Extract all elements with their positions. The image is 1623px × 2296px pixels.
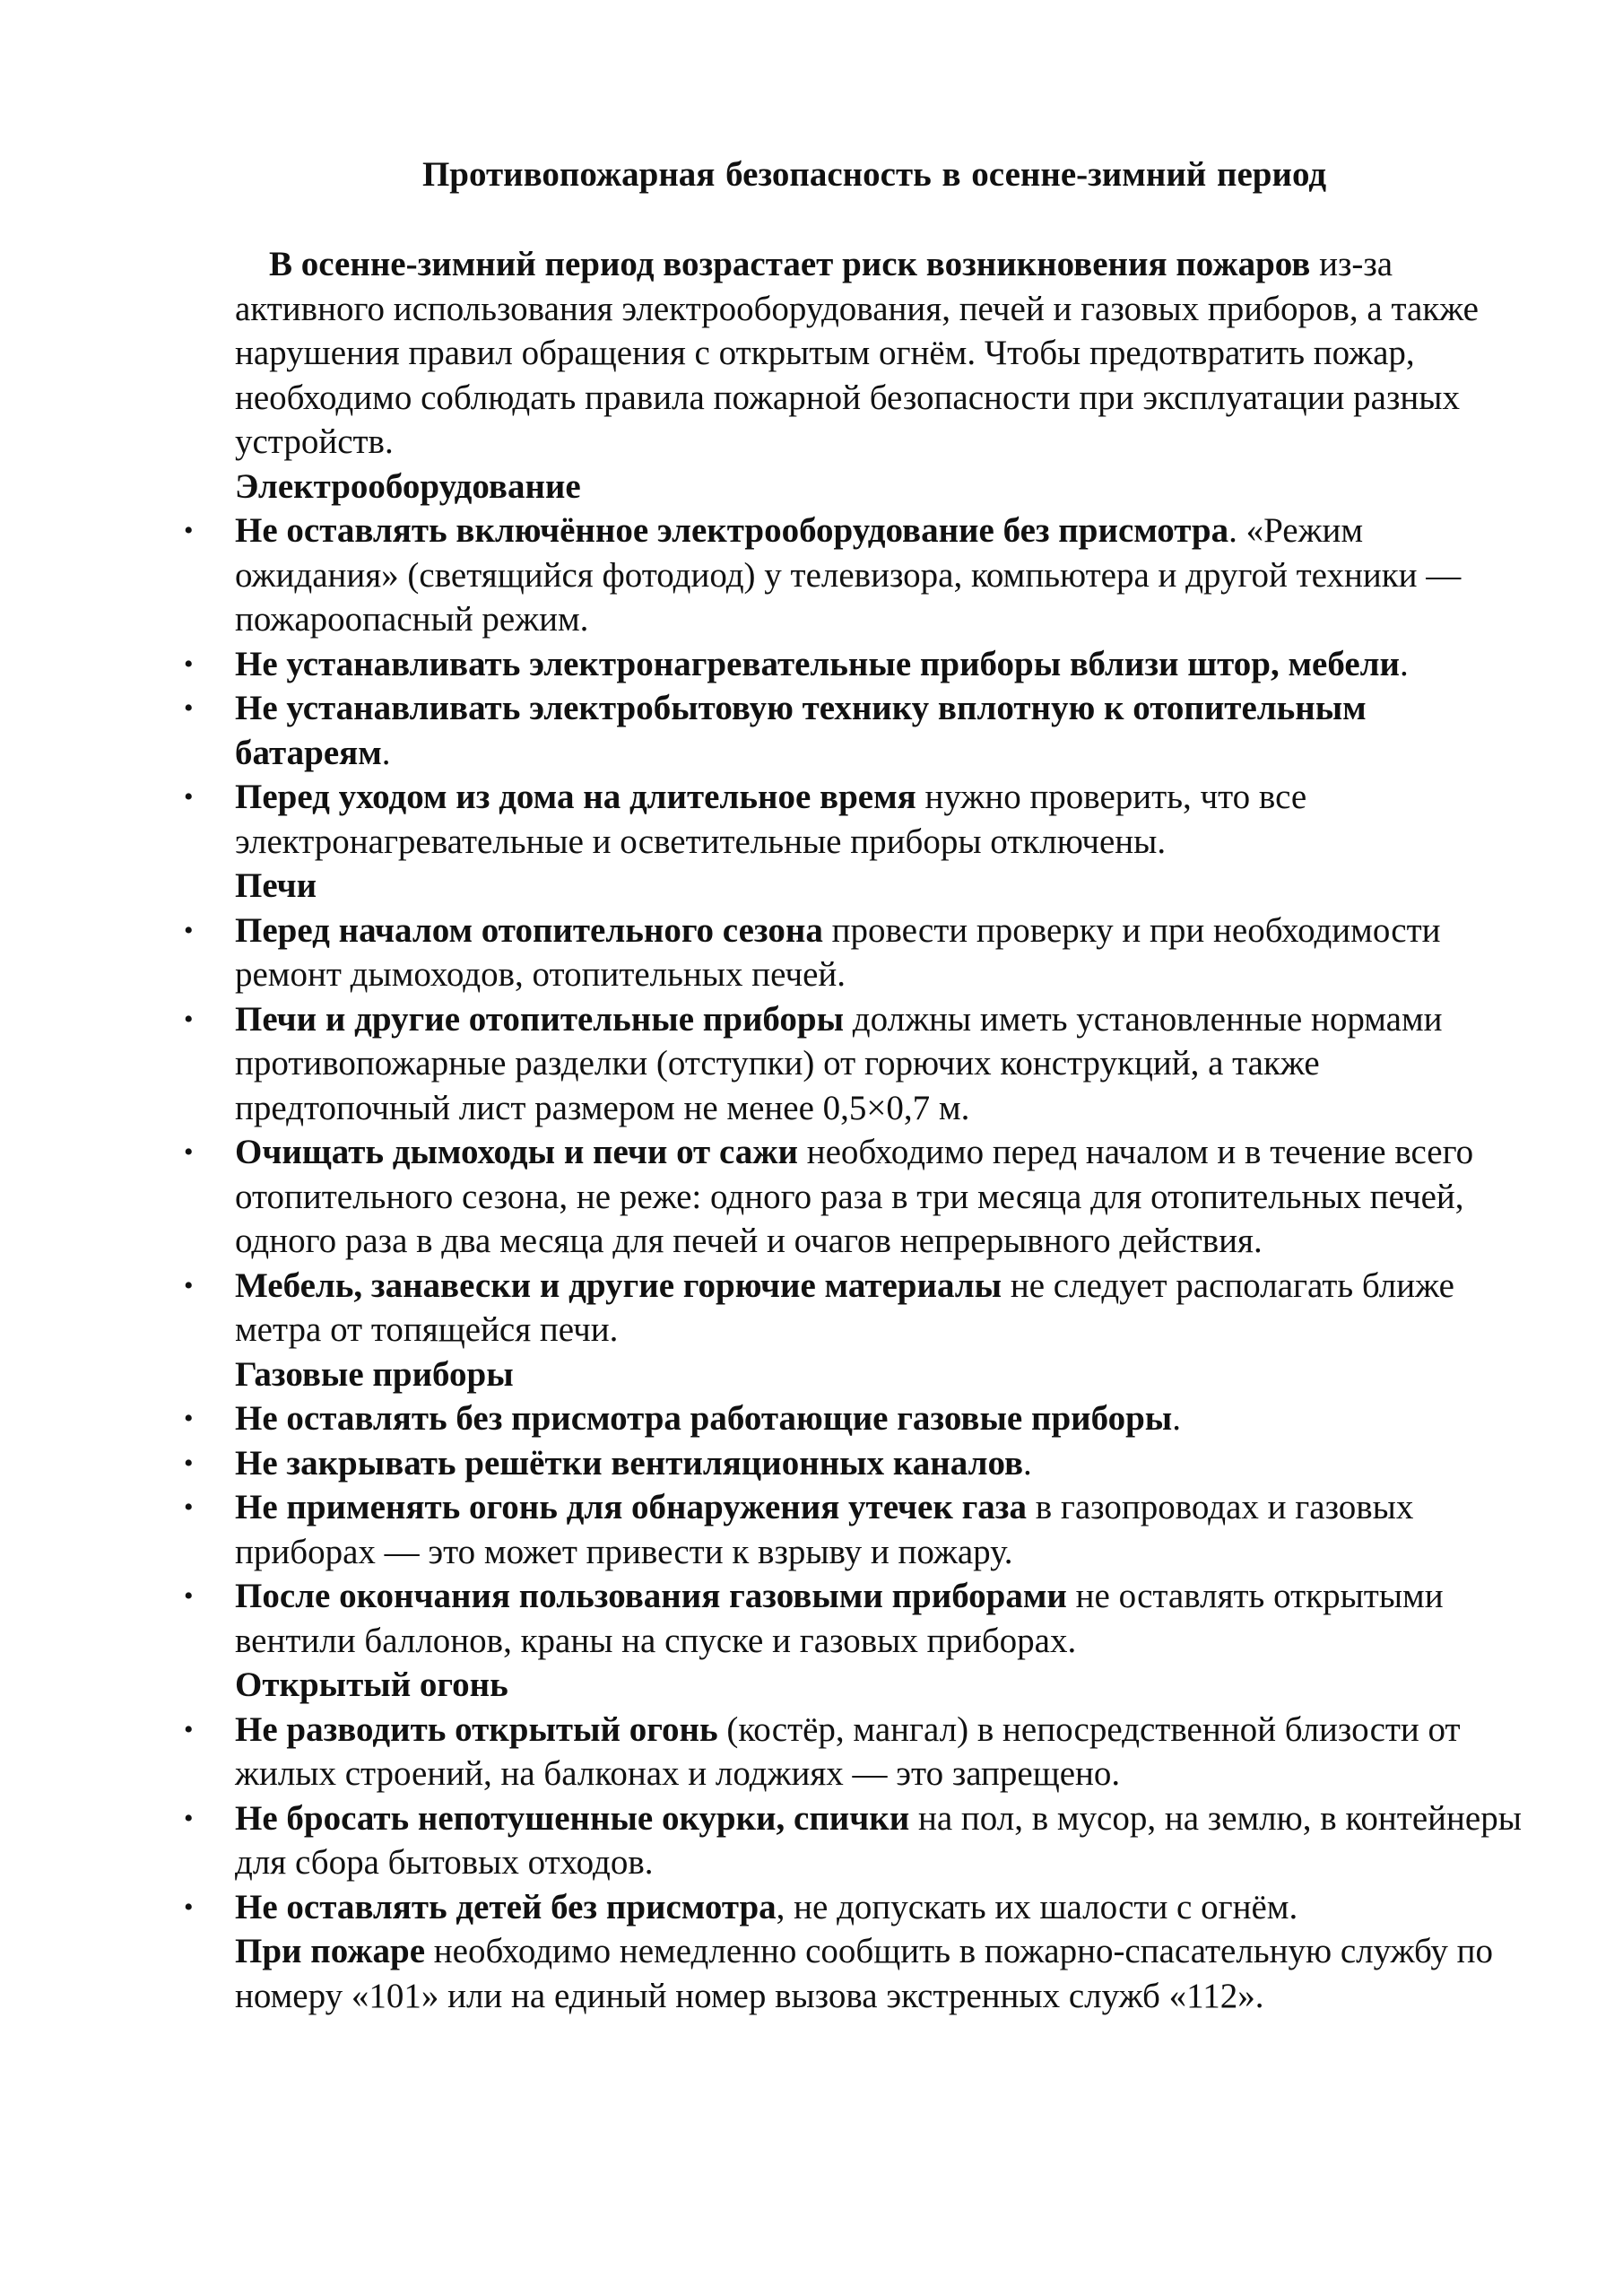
bullet-icon: • xyxy=(184,1404,194,1433)
item-bold: Не оставлять включённое электрооборудование без присмотра xyxy=(235,511,1229,550)
list-item xyxy=(184,1796,1526,1885)
section-heading-gas: Газовые приборы xyxy=(235,1354,514,1394)
section-heading-electrical: Электрооборудование xyxy=(235,466,581,506)
item-bold: Не разводить открытый огонь xyxy=(235,1709,718,1749)
list-item xyxy=(184,775,1526,864)
section-list-stoves xyxy=(184,909,1526,1352)
list-item xyxy=(184,1396,1526,1441)
bullet-icon: • xyxy=(184,1137,194,1167)
item-bold: Не оставлять без присмотра работающие газовые приборы xyxy=(235,1399,1173,1438)
bullet-icon: • xyxy=(184,1581,194,1611)
list-item xyxy=(184,1885,1526,1930)
list-item xyxy=(184,909,1526,997)
list-item xyxy=(184,1574,1526,1663)
bullet-icon: • xyxy=(184,693,194,723)
closing-paragraph xyxy=(235,1929,1526,2018)
item-text: , не допускать их шалости с огнём. xyxy=(776,1887,1298,1926)
section-list-electrical xyxy=(184,509,1526,864)
bullet-icon: • xyxy=(184,1448,194,1478)
section-heading-stoves: Печи xyxy=(235,866,317,905)
list-item xyxy=(184,997,1526,1131)
section-list-open-fire xyxy=(184,1708,1526,1930)
item-text: необходимо перед началом и в течение всего отопительного сезона, не реже: одного раза в три месяца для отопительных печей, одного раза в два месяца для печей и очагов непрерывного действия. xyxy=(235,1133,1474,1260)
list-item xyxy=(184,1708,1526,1796)
item-text: . xyxy=(381,733,391,772)
item-text: нужно проверить, что все электронагревательные и осветительные приборы отключены. xyxy=(235,778,1307,861)
item-bold: Перед началом отопительного сезона xyxy=(235,910,823,950)
item-text: (костёр, мангал) в непосредственной близости от жилых строений, на балконах и лоджиях — это запрещено. xyxy=(235,1709,1461,1793)
bullet-icon: • xyxy=(184,1004,194,1034)
item-text: в газопроводах и газовых приборах — это может привести к взрыву и пожару. xyxy=(235,1488,1414,1571)
list-item xyxy=(184,509,1526,642)
list-item xyxy=(184,1441,1526,1486)
closing-bold: При пожаре xyxy=(235,1932,426,1970)
intro-text: из-за активного использования электрооборудования, печей и газовых приборов, а также нарушения правил обращения с открытым огнём. Чтобы предотвратить пожар, необходимо соблюдать правила пожарной безопасности при эксплуатации разных устройств. xyxy=(235,245,1479,461)
item-bold: Печи и другие отопительные приборы xyxy=(235,999,845,1039)
item-bold: Не применять огонь для обнаружения утечек газа xyxy=(235,1488,1027,1526)
item-bold: Не закрывать решётки вентиляционных каналов xyxy=(235,1443,1024,1483)
list-item xyxy=(184,1485,1526,1574)
document-body xyxy=(184,242,1526,2018)
item-text: . xyxy=(1023,1443,1032,1483)
item-text: на пол, в мусор, на землю, в контейнеры для сбора бытовых отходов. xyxy=(235,1798,1522,1882)
item-text: не следует располагать ближе метра от топящейся печи. xyxy=(235,1265,1454,1349)
bullet-icon: • xyxy=(184,915,194,945)
closing-text: необходимо немедленно сообщить в пожарно-спасательную службу по номеру «101» или на единый номер вызова экстренных служб «112». xyxy=(235,1932,1494,2015)
bullet-icon: • xyxy=(184,648,194,679)
item-text: провести проверку и при необходимости ремонт дымоходов, отопительных печей. xyxy=(235,910,1441,994)
list-item xyxy=(184,1130,1526,1264)
bullet-icon: • xyxy=(184,1714,194,1744)
item-text: . xyxy=(1400,644,1409,683)
bullet-icon: • xyxy=(184,782,194,812)
section-list-gas xyxy=(184,1396,1526,1663)
bullet-icon: • xyxy=(184,516,194,545)
item-text: . «Режим ожидания» (светящийся фотодиод) у телевизора, компьютера и другой техники — пожароопасный режим. xyxy=(235,511,1462,639)
bullet-icon: • xyxy=(184,1492,194,1522)
intro-paragraph xyxy=(235,242,1526,465)
list-item xyxy=(184,1264,1526,1352)
list-item xyxy=(184,686,1526,775)
item-bold: Мебель, занавески и другие горючие материалы xyxy=(235,1265,1002,1305)
item-bold: Не оставлять детей без присмотра xyxy=(235,1887,777,1926)
item-text: должны иметь установленные нормами противопожарные разделки (отступки) от горючих конструкций, а также предтопочный лист размером не менее 0,5×0,7 м. xyxy=(235,999,1443,1127)
item-bold: После окончания пользования газовыми приборами xyxy=(235,1577,1067,1615)
item-bold: Перед уходом из дома на длительное время xyxy=(235,778,916,816)
list-item xyxy=(184,642,1526,687)
intro-bold: В осенне-зимний период возрастает риск возникновения пожаров xyxy=(269,245,1311,283)
item-text: . xyxy=(1172,1399,1181,1438)
bullet-icon: • xyxy=(184,1803,194,1833)
item-bold: Не устанавливать электробытовую технику вплотную к отопительным батареям xyxy=(235,689,1367,772)
item-text: не оставлять открытыми вентили баллонов, краны на спуске и газовых приборах. xyxy=(235,1577,1444,1660)
section-heading-open-fire: Открытый огонь xyxy=(235,1665,508,1704)
document-title: Противопожарная безопасность в осенне-зимний период xyxy=(421,155,1327,194)
item-bold: Не бросать непотушенные окурки, спички xyxy=(235,1798,910,1838)
item-bold: Очищать дымоходы и печи от сажи xyxy=(235,1133,798,1171)
bullet-icon: • xyxy=(184,1270,194,1300)
item-bold: Не устанавливать электронагревательные приборы вблизи штор, мебели xyxy=(235,644,1401,683)
bullet-icon: • xyxy=(184,1892,194,1922)
